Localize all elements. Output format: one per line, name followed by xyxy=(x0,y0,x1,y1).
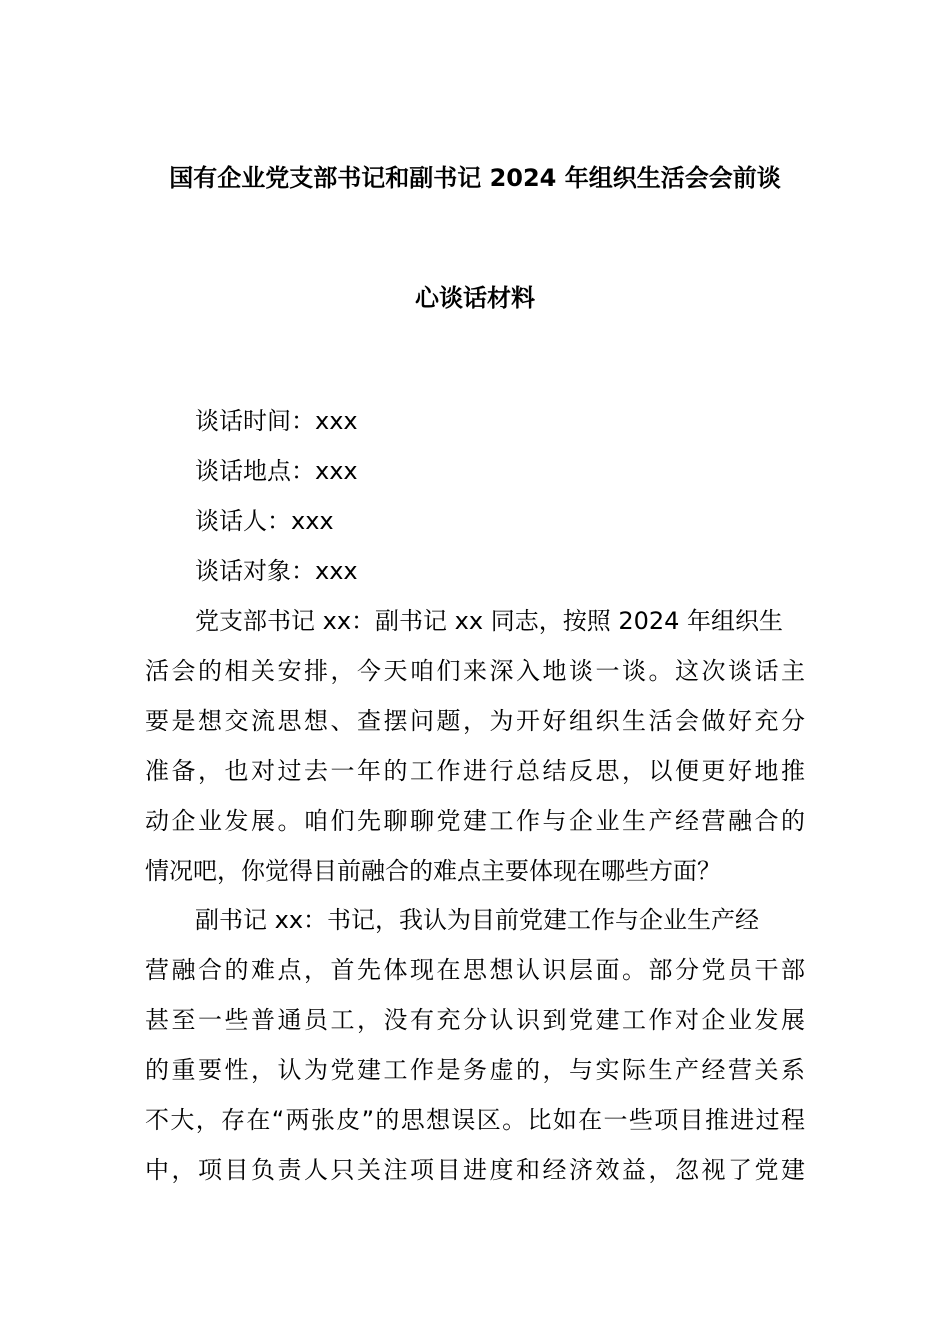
paragraph-2-line-6: 中，项目负责人只关注项目进度和经济效益，忽视了党建 xyxy=(145,1156,805,1184)
paragraph-1-line-4: 准备，也对过去一年的工作进行总结反思，以便更好地推 xyxy=(145,757,805,785)
paragraph-1-line-6: 情况吧，你觉得目前融合的难点主要体现在哪些方面？ xyxy=(145,857,721,885)
paragraph-2-line-5: 不大，存在“两张皮”的思想误区。比如在一些项目推进过程 xyxy=(145,1106,805,1134)
paragraph-2-line-1: 副书记 xx：书记，我认为目前党建工作与企业生产经 xyxy=(195,906,760,934)
paragraph-2-line-3: 甚至一些普通员工，没有充分认识到党建工作对企业发展 xyxy=(145,1006,805,1034)
paragraph-1-line-3: 要是想交流思想、查摆问题，为开好组织生活会做好充分 xyxy=(145,707,805,735)
document-title-line-2: 心谈话材料 xyxy=(415,284,535,312)
meta-talk-location: 谈话地点：xxx xyxy=(195,457,358,485)
paragraph-2-line-4: 的重要性，认为党建工作是务虚的，与实际生产经营关系 xyxy=(145,1056,805,1084)
paragraph-1-line-1: 党支部书记 xx：副书记 xx 同志，按照 2024 年组织生 xyxy=(195,607,784,635)
meta-talk-target: 谈话对象：xxx xyxy=(195,557,358,585)
document-title-line-1: 国有企业党支部书记和副书记 2024 年组织生活会会前谈 xyxy=(169,164,781,192)
paragraph-2-line-2: 营融合的难点，首先体现在思想认识层面。部分党员干部 xyxy=(145,956,805,984)
paragraph-1-line-2: 活会的相关安排，今天咱们来深入地谈一谈。这次谈话主 xyxy=(145,657,805,685)
meta-talk-time: 谈话时间：xxx xyxy=(195,407,358,435)
paragraph-1-line-5: 动企业发展。咱们先聊聊党建工作与企业生产经营融合的 xyxy=(145,807,805,835)
meta-talker: 谈话人：xxx xyxy=(195,507,334,535)
